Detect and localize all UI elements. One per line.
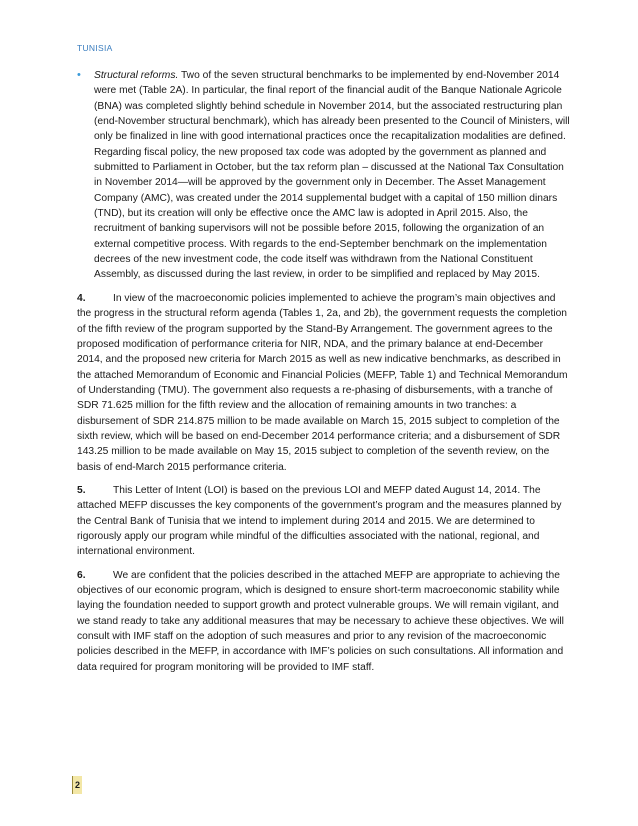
bullet-body: Two of the seven structural benchmarks to be implemented by end-November 2014 were met (Table 2A). In particular, the final report of the financial audit of the Banque Nationale Agricole (BNA) was completed slightly behind schedule in November 2014, but the associated restructuring plan (end-November structural benchmark), which has already been presented to the Council of Ministers, will only be finalized in line with good international practices once the recapitalization modalities are defined. Regarding fiscal policy, the new proposed tax code was adopted by the government as planned and submitted to Parliament in October, but the tax reform plan – discussed at the National Tax Consultation in November 2014—will be approved by the government only in December. The Asset Management Company (AMC), was created under the 2014 supplemental budget with a capital of 150 million dinars (TND), but its creation will only be effective once the AMC law is adopted in April 2015. Also, the recruitment of banking supervisors will not be possible before 2015, following the organization of an external competitive process. With regards to the end-September benchmark on the implementation decrees of the new investment code, the code itself was withdrawn from the National Constituent Assembly, as discussed during the last review, in order to be simplified and replaced by May 2015. [94,70,570,281]
bullet-paragraph [94,68,571,283]
letter-body [77,68,571,675]
paragraph-text: We are confident that the policies described in the attached MEFP are appropriate to achieving the objectives of our economic program, which is designed to ensure short-term macroeconomic stability while laying the foundation needed to support growth and protect vulnerable groups. We will remain vigilant, and we stand ready to take any additional measures that may be necessary to achieve these objectives. We will consult with IMF staff on the adoption of such measures and prior to any revision of the macroeconomic policies described in the MEFP, in accordance with IMF’s policies on such consultations. All information and data required for program monitoring will be provided to IMF staff. [77,569,564,673]
bullet-lead: Structural reforms. [94,70,179,81]
paragraph-text: This Letter of Intent (LOI) is based on the previous LOI and MEFP dated August 14, 2014. The attached MEFP discusses the key components of the government’s program and the measures planned by the Central Bank of Tunisia that we intend to implement during 2014 and 2015. We are determined to rigorously apply our program while mindful of the difficulties associated with the national, regional, and international environment. [77,484,562,558]
paragraph-number: 4. [77,292,86,304]
bullet-icon: • [77,69,81,81]
paragraph-6 [77,568,571,675]
page-number: 2 [72,776,82,794]
paragraph-number: 5. [77,484,86,496]
structural-reforms-bullet [77,68,571,283]
paragraph-number: 6. [77,569,86,581]
running-header: TUNISIA [77,43,113,53]
paragraph-4 [77,291,571,475]
paragraph-text: In view of the macroeconomic policies implemented to achieve the program’s main objectives and the progress in the structural reform agenda (Tables 1, 2a, and 2b), the government requests the completion of the fifth review of the program supported by the Stand-By Arrangement. The government agrees to the proposed modification of performance criteria for NIR, NDA, and the primary balance at end-December 2014, and the proposed new criteria for March 2015 as well as new indicative benchmarks, as described in the attached Memorandum of Economic and Financial Policies (MEFP, Table 1) and Technical Memorandum of Understanding (TMU). The government also requests a re-phasing of disbursements, with a tranche of SDR 71.625 million for the fifth review and the allocation of remaining amounts in two tranches: a disbursement of SDR 214.875 million to be made available on March 15, 2015 subject to completion of the sixth review, which will be based on end-December 2014 performance criteria; and a disbursement of SDR 143.25 million to be made available on May 15, 2015 subject to completion of the seventh review, on the basis of end-March 2015 performance criteria. [77,292,568,473]
paragraph-5 [77,483,571,560]
